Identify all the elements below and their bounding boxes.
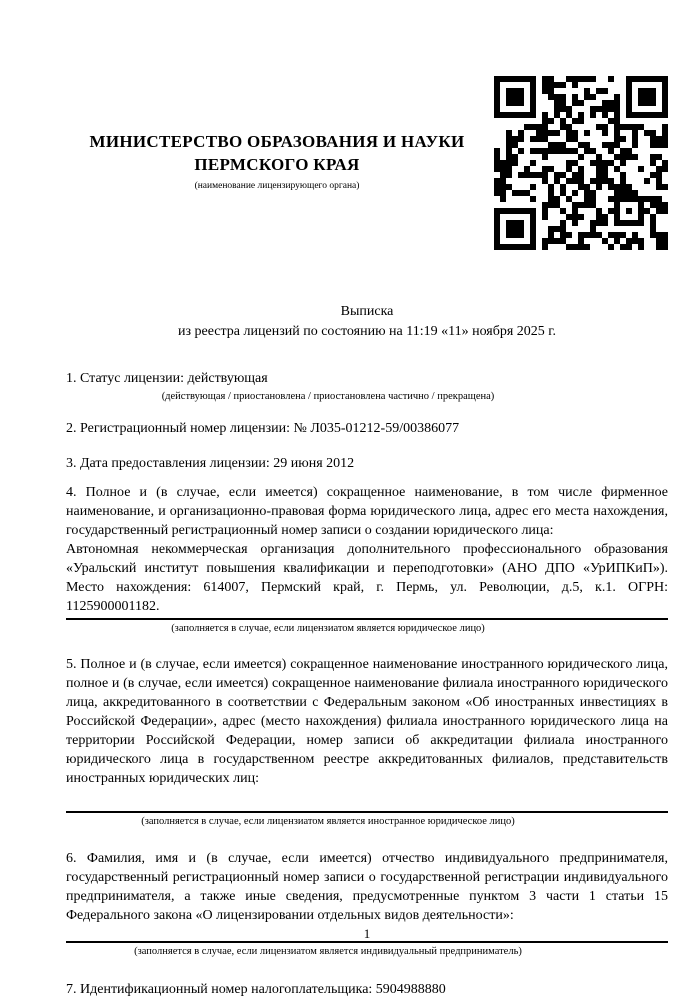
item-3-license-date	[66, 454, 668, 473]
item-1-note: (действующая / приостановлена / приостановлена частично / прекращена)	[161, 391, 495, 402]
item-4-value: Автономная некоммерческая организация дополнительного профессионального образования «Уральский институт повышения квалификации и переподготовки» (АНО ДПО «УрИПКиП»). Место нахождения: 614007, Пермский край, г. Пермь, ул. Революции, д.5, к.1. ОГРН: 1125900001182.	[66, 542, 668, 614]
item-6-text: 6. Фамилия, имя и (в случае, если имеется) отчество индивидуального предпринимателя, государственный регистрационный номер записи о государственной регистрации индивидуального предпринимателя, а также иные сведения, предусмотренные пунктом 3 части 1 статьи 15 Федерального закона «О лицензировании отдельных видов деятельности»:	[66, 851, 668, 923]
document-title	[66, 302, 668, 342]
licensing-authority-block	[66, 75, 488, 192]
item-1-text: 1. Статус лицензии: действующая	[66, 371, 268, 386]
page-number: 1	[363, 926, 371, 941]
document-content	[66, 0, 668, 999]
item-6-individual-entrepreneur	[66, 849, 668, 960]
item-5-blank-space	[66, 788, 668, 809]
qr-code	[494, 75, 668, 251]
document-title-line2: из реестра лицензий по состоянию на 11:19 «11» ноября 2025 г.	[178, 324, 556, 339]
item-7-text: 7. Идентификационный номер налогоплательщика: 5904988880	[66, 982, 446, 997]
item-5-foreign-entity	[66, 655, 668, 830]
item-5-note: (заполняется в случае, если лицензиатом является иностранное юридическое лицо)	[141, 816, 515, 827]
document-header	[66, 75, 668, 251]
document-title-line1: Выписка	[340, 304, 394, 319]
item-4-note: (заполняется в случае, если лицензиатом является юридическое лицо)	[171, 623, 485, 634]
item-4-text: 4. Полное и (в случае, если имеется) сокращенное наименование, в том числе фирменное наименование, и организационно-правовая форма юридического лица, адрес его места нахождения, государственный регистрационный номер записи о создании юридического лица:	[66, 485, 668, 538]
item-1-license-status	[66, 369, 668, 405]
item-2-registration-number	[66, 419, 668, 438]
ministry-name-line1: МИНИСТЕРСТВО ОБРАЗОВАНИЯ И НАУКИ	[89, 132, 465, 151]
item-3-text: 3. Дата предоставления лицензии: 29 июня 2012	[66, 456, 355, 471]
qr-code-image	[494, 75, 668, 251]
item-6-note: (заполняется в случае, если лицензиатом является индивидуальный предприниматель)	[134, 946, 522, 957]
item-5-text: 5. Полное и (в случае, если имеется) сокращенное наименование иностранного юридического лица, полное и (в случае, если имеется) сокращенное наименование филиала иностранного юридического лица, аккредитованного в соответствии с Федеральным законом «Об иностранных инвестициях в Российской Федерации», адрес (место нахождения) филиала иностранного юридического лица на территории Российской Федерации, номер записи об аккредитации филиала иностранного юридического лица в государственном реестре аккредитованных филиалов, представительств иностранных юридических лиц:	[66, 657, 668, 786]
item-2-text: 2. Регистрационный номер лицензии: № Л035-01212-59/00386077	[66, 421, 460, 436]
licensing-authority-caption: (наименование лицензирующего органа)	[194, 181, 360, 191]
item-7-taxpayer-number	[66, 980, 668, 999]
ministry-name-line2: ПЕРМСКОГО КРАЯ	[194, 155, 360, 174]
item-4-legal-entity	[66, 483, 668, 637]
